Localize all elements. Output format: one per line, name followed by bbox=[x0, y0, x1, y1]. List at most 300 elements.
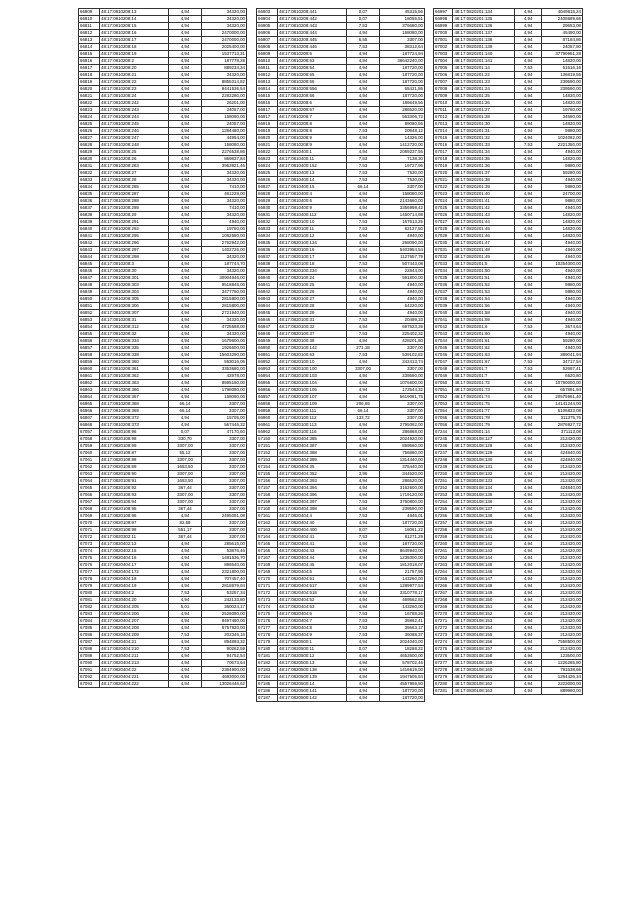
rate-value: 7,53 bbox=[347, 352, 380, 359]
cadastral-number: 48:17:0820201:47 bbox=[453, 240, 515, 247]
row-number: 67041 bbox=[434, 317, 453, 324]
row-number: 66908 bbox=[257, 44, 278, 51]
amount-value: 55421,86 bbox=[380, 86, 425, 93]
rate-value: 4,94 bbox=[169, 639, 202, 646]
amount-value: 1537713,31 bbox=[202, 51, 247, 58]
table-row bbox=[257, 219, 425, 226]
amount-value: 507443,08 bbox=[380, 261, 425, 268]
amount-value: 212420,00 bbox=[542, 597, 583, 604]
row-number: 67055 bbox=[434, 415, 453, 422]
rate-value: 4,94 bbox=[514, 114, 541, 121]
table-row bbox=[434, 583, 583, 590]
row-number: 67256 bbox=[434, 513, 453, 520]
cadastral-number: 48:17:0820404:206 bbox=[100, 611, 169, 618]
table-row bbox=[79, 121, 247, 128]
row-number: 66920 bbox=[257, 135, 278, 142]
cadastral-number: 48:17:0820201:41 bbox=[453, 198, 515, 205]
amount-value: 3307,00 bbox=[380, 345, 425, 352]
table-row bbox=[434, 296, 583, 303]
cadastral-number: 48:17:0810208:247 bbox=[100, 135, 169, 142]
table-row bbox=[434, 520, 583, 527]
cadastral-number: 48:17:0810208:244 bbox=[100, 114, 169, 121]
row-number: 67001 bbox=[434, 37, 453, 44]
cadastral-number: 48:17:0810208:16 bbox=[100, 30, 169, 37]
row-number: 67267 bbox=[434, 590, 453, 597]
cadastral-number: 48:17:0810208:289 bbox=[100, 205, 169, 212]
amount-value: 212420,00 bbox=[542, 478, 583, 485]
cadastral-number: 48:17:0820201:63 bbox=[453, 352, 515, 359]
row-number: 67013 bbox=[434, 121, 453, 128]
amount-value: 3307,00 bbox=[380, 415, 425, 422]
rate-value: 4,94 bbox=[169, 576, 202, 583]
rate-value: 367,44 bbox=[169, 485, 202, 492]
row-number: 67052 bbox=[434, 394, 453, 401]
row-number: 67051 bbox=[434, 387, 453, 394]
rate-value: 4,94 bbox=[514, 303, 541, 310]
row-number: 67246 bbox=[434, 443, 453, 450]
row-number: 67064 bbox=[79, 478, 100, 485]
amount-value: 3953921,46 bbox=[202, 163, 247, 170]
rate-value: 7,53 bbox=[347, 499, 380, 506]
cadastral-number: 48:17:0820404:207 bbox=[100, 618, 169, 625]
cadastral-number: 48:17:0810208:285 bbox=[100, 184, 169, 191]
table-row bbox=[79, 205, 247, 212]
row-number: 66960 bbox=[257, 415, 278, 422]
row-number: 66915 bbox=[257, 93, 278, 100]
table-row bbox=[257, 688, 425, 695]
cadastral-number: 48:17:0810208:32 bbox=[100, 331, 169, 338]
rate-value: 3307,00 bbox=[169, 499, 202, 506]
table-row bbox=[434, 548, 583, 555]
row-number: 67250 bbox=[434, 471, 453, 478]
table-row bbox=[257, 646, 425, 653]
amount-value: 53876,46 bbox=[202, 548, 247, 555]
amount-value: 375440,00 bbox=[380, 464, 425, 471]
table-row bbox=[434, 660, 583, 667]
amount-value: 4940,00 bbox=[542, 310, 583, 317]
cadastral-number: 48:17:0820100:26 bbox=[278, 289, 347, 296]
row-number: 67093 bbox=[79, 681, 100, 688]
rate-value: 4,94 bbox=[347, 65, 380, 72]
rate-value: 4,94 bbox=[169, 359, 202, 366]
cadastral-number: 48:17:0820201:6 bbox=[453, 324, 515, 331]
cadastral-number: 48:17:0820108:99 bbox=[100, 443, 169, 450]
amount-value: 52687,41 bbox=[542, 366, 583, 373]
amount-value: 8595160,00 bbox=[202, 380, 247, 387]
rate-value: 4,94 bbox=[169, 289, 202, 296]
cadastral-number: 48:17:0820404:397 bbox=[278, 499, 347, 506]
amount-value: 26201,00 bbox=[202, 100, 247, 107]
row-number: 67175 bbox=[257, 611, 278, 618]
rate-value: 4,94 bbox=[169, 65, 202, 72]
row-number: 67177 bbox=[257, 625, 278, 632]
table-row bbox=[257, 338, 425, 345]
cadastral-number: 48:17:0820201:138 bbox=[453, 37, 515, 44]
rate-value: 4,94 bbox=[169, 142, 202, 149]
rate-value: 4,94 bbox=[169, 184, 202, 191]
rate-value: 4,94 bbox=[347, 114, 380, 121]
amount-value: 286520,00 bbox=[380, 107, 425, 114]
table-row bbox=[257, 247, 425, 254]
cadastral-number: 48:17:0820108:95 bbox=[100, 506, 169, 513]
row-number: 67009 bbox=[434, 93, 453, 100]
cadastral-number: 48:17:0820201:45 bbox=[453, 226, 515, 233]
rate-value: 4,94 bbox=[514, 156, 541, 163]
table-row bbox=[79, 226, 247, 233]
rate-value: 4,94 bbox=[514, 394, 541, 401]
table-row bbox=[257, 681, 425, 688]
cadastral-number: 48:17:0820404:209 bbox=[100, 632, 169, 639]
rate-value: 4,94 bbox=[514, 100, 541, 107]
amount-value: 2024040,00 bbox=[380, 639, 425, 646]
rate-value: 3307,00 bbox=[169, 471, 202, 478]
amount-value: 2364900,00 bbox=[202, 667, 247, 674]
amount-value: 187720,00 bbox=[380, 520, 425, 527]
cadastral-number: 48:17:0810208:303 bbox=[100, 282, 169, 289]
table-row bbox=[257, 16, 425, 23]
amount-value: 6757920,00 bbox=[202, 625, 247, 632]
amount-value: 14820,00 bbox=[542, 219, 583, 226]
amount-value: 212420,00 bbox=[542, 625, 583, 632]
table-row bbox=[257, 296, 425, 303]
cadastral-number: 48:17:0820404:210 bbox=[100, 646, 169, 653]
table-row bbox=[79, 275, 247, 282]
amount-value: 212420,00 bbox=[542, 604, 583, 611]
rate-value: 4,94 bbox=[514, 457, 541, 464]
table-row bbox=[79, 324, 247, 331]
row-number: 67012 bbox=[434, 114, 453, 121]
table-row bbox=[79, 86, 247, 93]
rate-value: 4,94 bbox=[169, 562, 202, 569]
amount-value: 2876927,72 bbox=[542, 422, 583, 429]
rate-value: 4,94 bbox=[347, 205, 380, 212]
amount-value: 707457,40 bbox=[202, 576, 247, 583]
row-number: 66943 bbox=[257, 296, 278, 303]
table-row bbox=[257, 625, 425, 632]
amount-value: 24057,00 bbox=[202, 121, 247, 128]
cadastral-number: 48:17:0820201:14 bbox=[453, 65, 515, 72]
row-number: 66998 bbox=[434, 16, 453, 23]
amount-value: 3307,00 bbox=[380, 401, 425, 408]
row-number: 66929 bbox=[257, 198, 278, 205]
table-row bbox=[434, 93, 583, 100]
table-row bbox=[79, 485, 247, 492]
rate-value: 4,94 bbox=[347, 380, 380, 387]
cadastral-number: 48:17:0820201:72 bbox=[453, 380, 515, 387]
cadastral-number: 48:17:0810208:372 bbox=[100, 415, 169, 422]
cadastral-number: 48:17:0820404:5 bbox=[278, 569, 347, 576]
row-number: 67081 bbox=[79, 597, 100, 604]
rate-value: 4,94 bbox=[514, 296, 541, 303]
amount-value: 4940,00 bbox=[380, 289, 425, 296]
rate-value: 4,94 bbox=[514, 16, 541, 23]
rate-value: 4,94 bbox=[514, 72, 541, 79]
table-row bbox=[257, 331, 425, 338]
rate-value: 4,94 bbox=[514, 261, 541, 268]
amount-value: 4940,00 bbox=[542, 247, 583, 254]
amount-value: 143260,00 bbox=[380, 576, 425, 583]
cadastral-number: 48:17:0820201:58 bbox=[453, 310, 515, 317]
row-number: 66840 bbox=[79, 226, 100, 233]
amount-value: 34320,00 bbox=[202, 16, 247, 23]
table-row bbox=[434, 611, 583, 618]
cadastral-number: 48:17:0820201:7 bbox=[453, 366, 515, 373]
row-number: 67248 bbox=[434, 457, 453, 464]
cadastral-number: 48:17:0810208:368 bbox=[100, 401, 169, 408]
cadastral-number: 48:17:0810208:21 bbox=[100, 72, 169, 79]
cadastral-number: 48:17:0810400:11 bbox=[278, 156, 347, 163]
table-row bbox=[79, 79, 247, 86]
cadastral-number: 48:17:0820201:27 bbox=[453, 107, 515, 114]
table-row bbox=[79, 65, 247, 72]
cadastral-number: 48:17:0820100:107 bbox=[278, 394, 347, 401]
row-number: 67074 bbox=[79, 548, 100, 555]
rate-value: 4,94 bbox=[169, 51, 202, 58]
row-number: 67040 bbox=[434, 310, 453, 317]
row-number: 67083 bbox=[79, 611, 100, 618]
cadastral-number: 48:17:0820201:28 bbox=[453, 114, 515, 121]
row-number: 66917 bbox=[257, 107, 278, 114]
cadastral-number: 48:17:0820108:93 bbox=[100, 492, 169, 499]
row-number: 67269 bbox=[434, 604, 453, 611]
row-number: 67261 bbox=[434, 548, 453, 555]
cadastral-number: 48:17:0810208:22 bbox=[100, 79, 169, 86]
amount-value: 424840,00 bbox=[542, 457, 583, 464]
amount-value: 869837,84 bbox=[202, 156, 247, 163]
table-row bbox=[79, 443, 247, 450]
row-number: 67183 bbox=[257, 667, 278, 674]
amount-value: 2721940,00 bbox=[202, 310, 247, 317]
table-row bbox=[257, 30, 425, 37]
amount-value: 9880,00 bbox=[542, 198, 583, 205]
row-number: 67260 bbox=[434, 541, 453, 548]
row-number: 66907 bbox=[257, 37, 278, 44]
amount-value: 186649,56 bbox=[380, 100, 425, 107]
amount-value: 1052580,00 bbox=[202, 233, 247, 240]
rate-value: 4,94 bbox=[514, 415, 541, 422]
amount-value: 9518846,00 bbox=[202, 282, 247, 289]
row-number: 66909 bbox=[257, 51, 278, 58]
amount-value: 187720,00 bbox=[380, 93, 425, 100]
amount-value: 212420,00 bbox=[542, 443, 583, 450]
rate-value: 4,94 bbox=[169, 163, 202, 170]
table-row bbox=[257, 324, 425, 331]
amount-value: 1235000,00 bbox=[380, 555, 425, 562]
cadastral-number: 48:17:0820201:54 bbox=[453, 296, 515, 303]
table-row bbox=[79, 674, 247, 681]
cadastral-number: 48:17:0810208:306 bbox=[100, 303, 169, 310]
cadastral-number: 48:17:0830108:134 bbox=[453, 485, 515, 492]
amount-value: 34320,00 bbox=[202, 177, 247, 184]
rate-value: 4,94 bbox=[169, 625, 202, 632]
row-number: 66860 bbox=[79, 366, 100, 373]
table-row bbox=[79, 520, 247, 527]
cadastral-number: 48:17:0820404:389 bbox=[278, 457, 347, 464]
rate-value: 4,94 bbox=[169, 282, 202, 289]
amount-value: 2024920,00 bbox=[380, 436, 425, 443]
cadastral-number: 48:17:0820404:21 bbox=[100, 639, 169, 646]
row-number: 66916 bbox=[257, 100, 278, 107]
row-number: 66812 bbox=[79, 30, 100, 37]
table-row bbox=[257, 359, 425, 366]
amount-value: 2282280,00 bbox=[202, 93, 247, 100]
row-number: 66904 bbox=[257, 16, 278, 23]
row-number: 67045 bbox=[434, 345, 453, 352]
rate-value: 4,94 bbox=[169, 23, 202, 30]
table-row bbox=[434, 674, 583, 681]
rate-value: 4,94 bbox=[347, 142, 380, 149]
cadastral-number: 48:17:0820201:32 bbox=[453, 135, 515, 142]
row-number: 66846 bbox=[79, 268, 100, 275]
table-row bbox=[79, 380, 247, 387]
cadastral-number: 48:17:0830108:149 bbox=[453, 590, 515, 597]
row-number: 66835 bbox=[79, 191, 100, 198]
rate-value: 4,94 bbox=[347, 324, 380, 331]
table-row bbox=[434, 359, 583, 366]
row-number: 67249 bbox=[434, 464, 453, 471]
rate-value: 4,94 bbox=[514, 345, 541, 352]
rate-value: 4,94 bbox=[169, 597, 202, 604]
row-number: 67014 bbox=[434, 128, 453, 135]
amount-value: 34717,54 bbox=[542, 359, 583, 366]
cadastral-number: 48:17:0820100:32 bbox=[278, 324, 347, 331]
amount-value: 53257,34 bbox=[202, 590, 247, 597]
cadastral-number: 48:17:0820201:22 bbox=[453, 72, 515, 79]
cadastral-number: 48:17:0810208:3 bbox=[100, 261, 169, 268]
amount-value: 19760,00 bbox=[202, 226, 247, 233]
row-number: 66836 bbox=[79, 198, 100, 205]
amount-value: 3310778,17 bbox=[380, 590, 425, 597]
cadastral-number: 48:17:0820201:31 bbox=[453, 128, 515, 135]
table-row bbox=[257, 317, 425, 324]
table-row bbox=[434, 44, 583, 51]
row-number: 66863 bbox=[79, 387, 100, 394]
rate-value: 4,94 bbox=[514, 443, 541, 450]
row-number: 67172 bbox=[257, 590, 278, 597]
amount-value: 4940,00 bbox=[542, 303, 583, 310]
table-row bbox=[434, 415, 583, 422]
row-number: 66905 bbox=[257, 23, 278, 30]
row-number: 67276 bbox=[434, 653, 453, 660]
cadastral-number: 48:17:0810208:334 bbox=[100, 338, 169, 345]
cadastral-number: 48:17:0820404:45 bbox=[278, 562, 347, 569]
row-number: 67092 bbox=[79, 674, 100, 681]
rate-value: 4,94 bbox=[514, 23, 541, 30]
row-number: 67090 bbox=[79, 660, 100, 667]
row-number: 67245 bbox=[434, 436, 453, 443]
row-number: 67264 bbox=[434, 569, 453, 576]
amount-value: 239590,00 bbox=[380, 373, 425, 380]
table-row bbox=[79, 37, 247, 44]
table-row bbox=[434, 457, 583, 464]
table-row bbox=[79, 184, 247, 191]
row-number: 67258 bbox=[434, 527, 453, 534]
amount-value: 889234,34 bbox=[202, 65, 247, 72]
rate-value: 4,94 bbox=[169, 394, 202, 401]
row-number: 66849 bbox=[79, 289, 100, 296]
amount-value: 4693000,00 bbox=[202, 674, 247, 681]
cadastral-number: 48:17:0820201:49 bbox=[453, 254, 515, 261]
rate-value: 4,94 bbox=[169, 128, 202, 135]
row-number: 67158 bbox=[257, 492, 278, 499]
table-row bbox=[434, 170, 583, 177]
amount-value: 1264426,34 bbox=[542, 674, 583, 681]
row-number: 67271 bbox=[434, 618, 453, 625]
rate-value: 4,94 bbox=[347, 191, 380, 198]
amount-value: 7558500,00 bbox=[542, 639, 583, 646]
cadastral-number: 48:17:0820404:517 bbox=[278, 583, 347, 590]
rate-value: 7,53 bbox=[347, 226, 380, 233]
rate-value: 4,94 bbox=[169, 653, 202, 660]
cadastral-number: 48:17:0820100:12 bbox=[278, 233, 347, 240]
row-number: 66935 bbox=[257, 240, 278, 247]
cadastral-number: 48:17:0820404:19 bbox=[100, 583, 169, 590]
rate-value: 4,94 bbox=[169, 170, 202, 177]
table-row bbox=[257, 268, 425, 275]
amount-value: 756880,00 bbox=[380, 450, 425, 457]
table-row bbox=[79, 513, 247, 520]
row-number: 67174 bbox=[257, 604, 278, 611]
amount-value: 212420,00 bbox=[542, 583, 583, 590]
row-number: 66925 bbox=[257, 170, 278, 177]
row-number: 67084 bbox=[79, 618, 100, 625]
table-row bbox=[257, 457, 425, 464]
row-number: 67151 bbox=[257, 443, 278, 450]
row-number: 67185 bbox=[257, 681, 278, 688]
cadastral-number: 48:17:0820201:139 bbox=[453, 44, 515, 51]
row-number: 67026 bbox=[434, 212, 453, 219]
cadastral-number: 48:17:0820108:88 bbox=[100, 457, 169, 464]
rate-value: 4,94 bbox=[169, 198, 202, 205]
table-row bbox=[79, 338, 247, 345]
row-number: 67170 bbox=[257, 576, 278, 583]
rate-value: 7,53 bbox=[347, 513, 380, 520]
cadastral-number: 48:17:0830108:148 bbox=[453, 583, 515, 590]
row-number: 67165 bbox=[257, 541, 278, 548]
amount-value: 697523,39 bbox=[380, 324, 425, 331]
amount-value: 3477760,00 bbox=[202, 289, 247, 296]
row-number: 67053 bbox=[434, 401, 453, 408]
row-number: 66938 bbox=[257, 261, 278, 268]
cadastral-number: 48:17:0820404:518 bbox=[278, 590, 347, 597]
rate-value: 4,94 bbox=[347, 338, 380, 345]
table-row bbox=[434, 688, 583, 695]
amount-value: 212420,00 bbox=[542, 569, 583, 576]
amount-value: 35663,17 bbox=[380, 625, 425, 632]
row-number: 66936 bbox=[257, 247, 278, 254]
cadastral-number: 48:17:0820404:352 bbox=[278, 471, 347, 478]
table-row bbox=[257, 513, 425, 520]
row-number: 66813 bbox=[79, 37, 100, 44]
amount-value: 212420,00 bbox=[542, 555, 583, 562]
cadastral-number: 48:17:0820108:96 bbox=[100, 429, 169, 436]
table-row bbox=[79, 366, 247, 373]
cadastral-number: 48:17:0820201:78 bbox=[453, 415, 515, 422]
table-row bbox=[79, 9, 247, 16]
row-number: 67266 bbox=[434, 583, 453, 590]
table-row bbox=[79, 72, 247, 79]
rate-value: 4,94 bbox=[347, 72, 380, 79]
cadastral-number: 48:17:0810208:295 bbox=[100, 233, 169, 240]
table-row bbox=[257, 65, 425, 72]
cadastral-number: 48:17:0820201:61 bbox=[453, 338, 515, 345]
table-row bbox=[257, 667, 425, 674]
rate-value: 4,94 bbox=[514, 408, 541, 415]
cadastral-number: 48:17:0810208:27 bbox=[100, 170, 169, 177]
rate-value: 4,94 bbox=[169, 345, 202, 352]
table-row bbox=[257, 590, 425, 597]
cadastral-number: 48:17:0820100:109 bbox=[278, 401, 347, 408]
